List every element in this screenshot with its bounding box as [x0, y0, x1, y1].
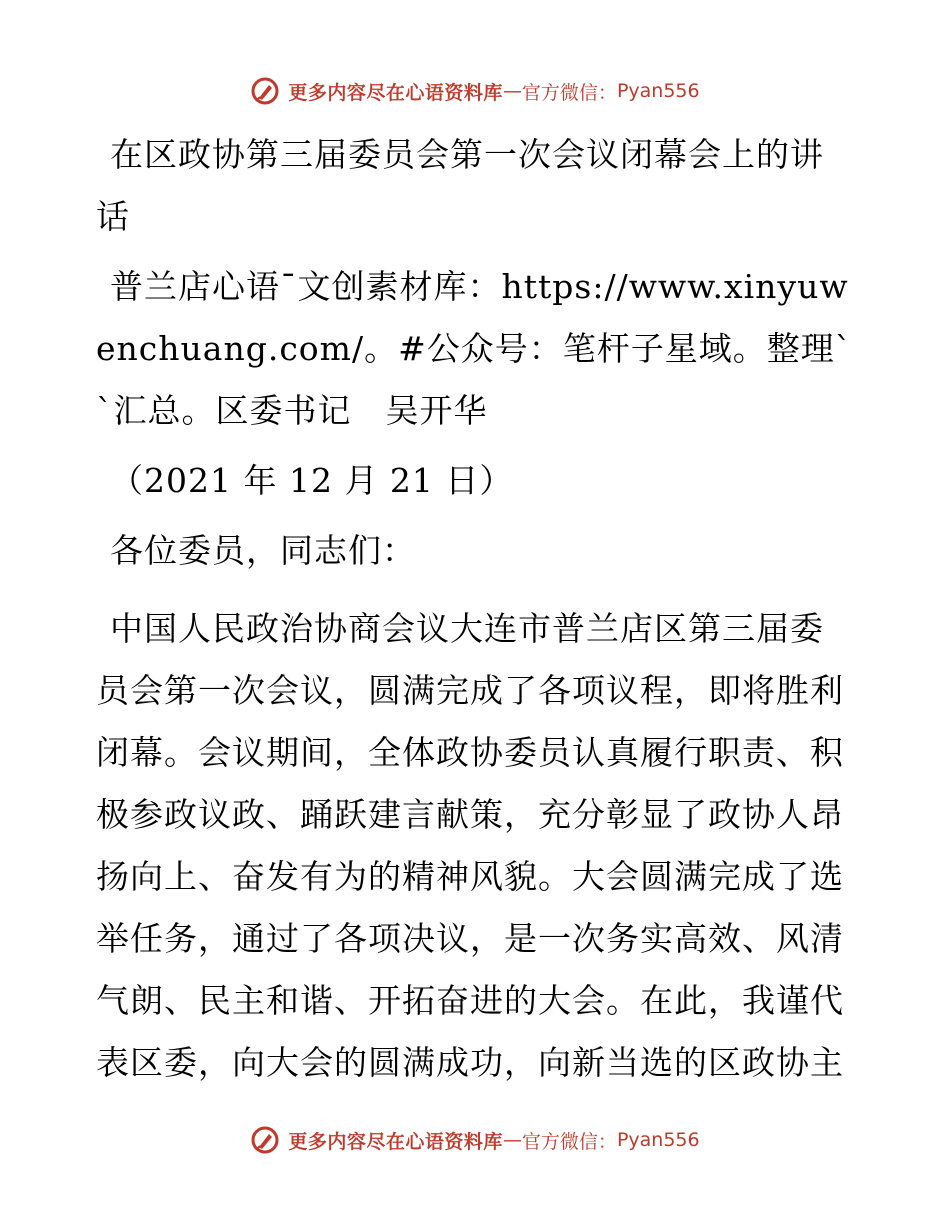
document-title: 在区政协第三届委员会第一次会议闭幕会上的讲话: [96, 135, 824, 236]
banner-wechat-label: 官方微信：: [521, 1130, 617, 1153]
banner-wechat-label: 官方微信：: [521, 81, 617, 104]
document-date: （2021 年 12 月 21 日）: [110, 461, 514, 500]
document-source-line: 普兰店心语¯文创素材库：https://www.xinyuwenchuang.com/。#公众号：笔杆子星域。整理``汇总。区委书记 吴开华: [96, 267, 853, 430]
document-paragraph: 中国人民政治协商会议大连市普兰店区第三届委员会第一次会议，圆满完成了各项议程，即将胜利闭幕。会议期间，全体政协委员认真履行职责、积极参政议政、踊跃建言献策，充分彰显了政协人昂扬向上、奋发有为的精神风貌。大会圆满完成了选举任务，通过了各项决议，是一次务实高效、风清气朗、民主和谐、开拓奋进的大会。在此，我谨代表区委，向大会的圆满成功，向新当选的区政协主: [96, 609, 844, 1082]
document-salutation: 各位委员，同志们：: [110, 531, 416, 570]
header-watermark-banner: [0, 71, 950, 111]
banner-separator: —: [502, 1129, 522, 1151]
banner-separator: —: [502, 80, 522, 102]
banner-wechat-id: Pyan556: [616, 1129, 700, 1151]
banner-brand-text: 更多内容尽在心语资料库: [288, 81, 503, 104]
pen-logo-icon: [250, 76, 280, 106]
banner-wechat-id: Pyan556: [616, 80, 700, 102]
footer-watermark-banner: [0, 1120, 950, 1160]
pen-logo-icon: [250, 1125, 280, 1155]
banner-brand-text: 更多内容尽在心语资料库: [288, 1130, 503, 1153]
document-body: [96, 124, 856, 1094]
